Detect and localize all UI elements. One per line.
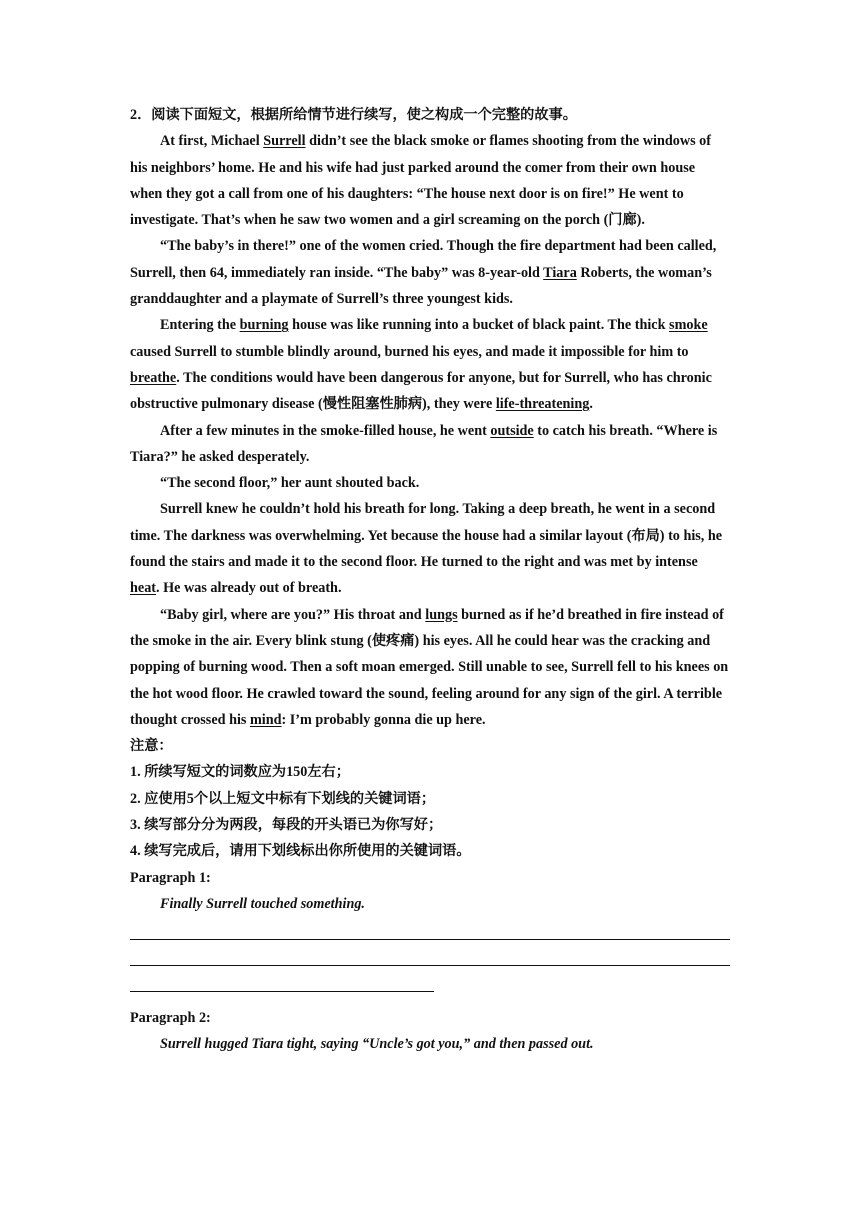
story-text-segment: At first, Michael [160,133,264,150]
key-word: lungs [425,606,458,623]
story-paragraph [130,496,730,601]
story-text-segment: Entering the [160,317,240,334]
paragraph-1-label: Paragraph 1: [130,869,211,886]
document-body [130,102,730,1058]
key-word: Tiara [543,264,577,281]
answer-line[interactable] [130,917,730,943]
story-text-segment: . [589,396,593,413]
story-paragraph [130,233,730,312]
story-text-segment: house was like running into a bucket of black paint. The thick [288,317,670,334]
story-paragraph [130,312,730,417]
key-word: breathe [130,369,177,386]
story-text-segment: . He was already out of breath. [156,580,342,597]
story-text-segment: burned as if he’d breathed in fire instead of the smoke in the air. Every blink stung (使疼痛) his eyes. All he could hear was the cracking and popping of burning wood. Then a soft moan emerged. Still unable to see, Surrell fell to his knees on the hot wood floor. He crawled toward the sound, feeling around for any sign of the girl. A terrible thought crossed his [130,606,729,728]
paragraph-2-opening: Surrell hugged Tiara tight, saying “Uncle’s got you,” and then passed out. [160,1036,594,1053]
story-text-segment: “Baby girl, where are you?” His throat and [160,606,426,623]
answer-line[interactable] [130,970,730,996]
story-text-segment: “The second floor,” her aunt shouted back. [160,475,420,492]
story-text-segment: caused Surrell to stumble blindly around, burned his eyes, and made it impossible for him to [130,343,689,360]
story-text-segment: Surrell knew he couldn’t hold his breath for long. Taking a deep breath, he went in a second time. The darkness was overwhelming. Yet because the house had a similar layout (布局) to his, he found the stairs and made it to the second floor. He turned to the right and was met by intense [130,501,723,571]
story-text-segment: to catch his breath. “Where is Tiara?” he asked desperately. [130,422,718,465]
key-word: heat [130,580,157,597]
question-instruction: 2．阅读下面短文，根据所给情节进行续写，使之构成一个完整的故事。 [130,107,577,123]
note-item: 4. 续写完成后，请用下划线标出你所使用的关键词语。 [130,843,471,860]
key-word: life-threatening [495,396,590,413]
key-word: outside [490,422,534,439]
notes-list [130,759,730,864]
story-paragraph [130,602,730,733]
paragraph-2-label: Paragraph 2: [130,1010,211,1027]
story-text-segment: . The conditions would have been dangerous for anyone, but for Surrell, who has chronic obstructive pulmonary disease (慢性阻塞性肺病), they were [130,369,712,413]
story-paragraph [130,128,730,233]
note-item: 1. 所续写短文的词数应为150左右； [130,764,350,781]
key-word: mind [249,711,282,728]
story-text-segment: didn’t see the black smoke or flames shooting from the windows of his neighbors’ home. He and his wife had just parked around the comer from their own house when they got a call from one of his daughters: “The house next door is on fire!” He went to investigate. That’s when he saw two women and a girl screaming on the porch (门廊). [130,133,711,229]
story-text-segment: “The baby’s in there!” one of the women cried. Though the fire department had been called, Surrell, then 64, immediately ran inside. “The baby” was 8-year-old [130,238,717,281]
note-item: 3. 续写部分分为两段，每段的开头语已为你写好； [130,817,443,834]
story-paragraph [130,418,730,471]
story-text-segment: : I’m probably gonna die up here. [281,711,486,728]
story-text [130,128,730,733]
key-word: Surrell [263,133,306,150]
notes-title: 注意： [130,738,173,755]
paragraph-1-opening: Finally Surrell touched something. [160,895,365,912]
story-paragraph [130,470,730,496]
story-text-segment: Roberts, the woman’s granddaughter and a playmate of Surrell’s three youngest kids. [130,264,712,308]
note-item: 2. 应使用5个以上短文中标有下划线的关键词语； [130,790,436,807]
key-word: burning [239,317,289,334]
answer-line[interactable] [130,944,730,970]
story-text-segment: After a few minutes in the smoke-filled house, he went [160,422,491,439]
key-word: smoke [669,317,708,334]
